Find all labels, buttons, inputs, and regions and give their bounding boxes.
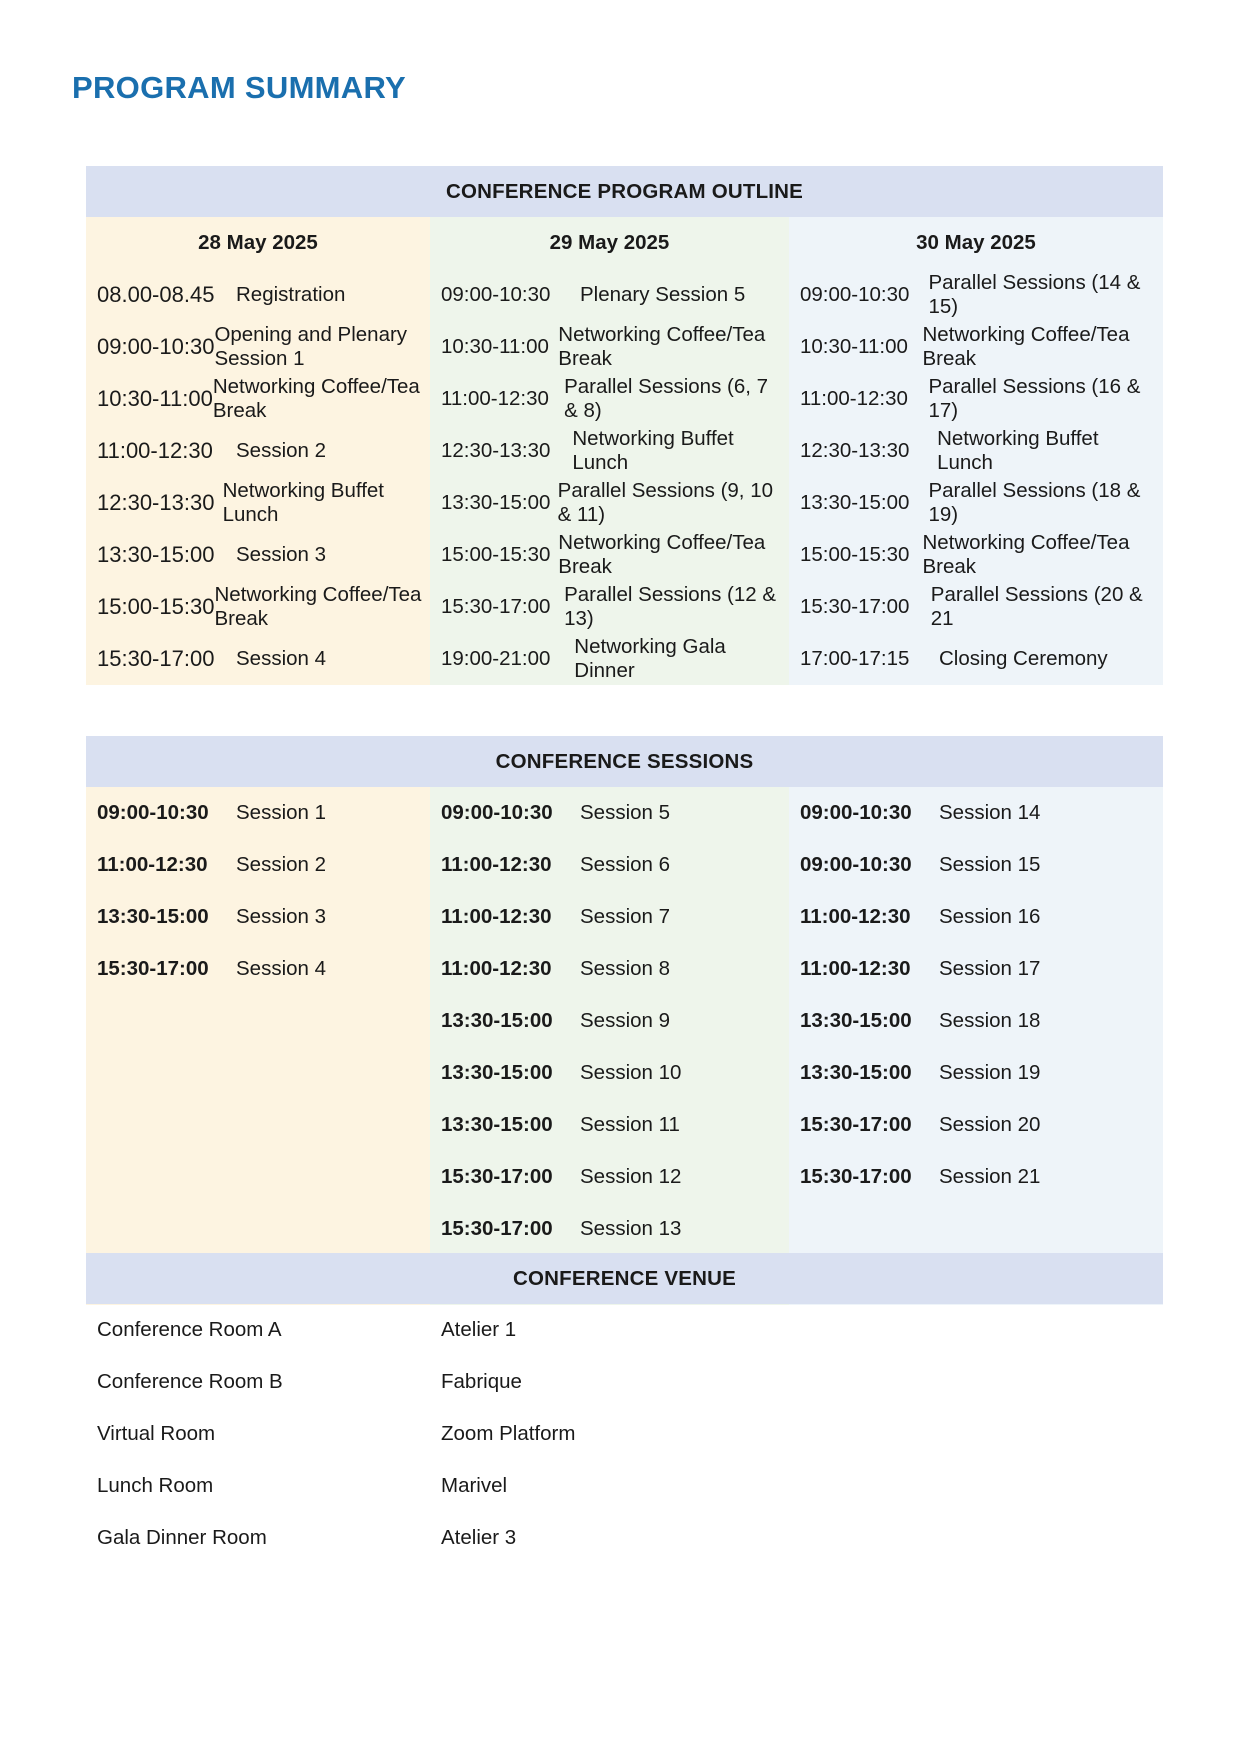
outline-row <box>430 477 789 529</box>
session-row <box>430 787 789 839</box>
row-activity: Networking Coffee/Tea Break <box>558 323 766 370</box>
outline-row <box>430 373 789 425</box>
row-time: 12:30-13:30 <box>97 490 215 515</box>
session-time: 09:00-10:30 <box>800 853 912 876</box>
outline-row <box>430 529 789 581</box>
session-row <box>86 891 430 943</box>
session-name: Session 21 <box>939 1165 1041 1188</box>
session-time: 15:30-17:00 <box>97 957 209 980</box>
session-time: 11:00-12:30 <box>800 905 911 928</box>
row-activity: Session 3 <box>236 543 327 566</box>
session-row <box>430 1047 789 1099</box>
row-time: 19:00-21:00 <box>441 647 551 670</box>
session-time: 13:30-15:00 <box>441 1009 553 1032</box>
session-row <box>86 787 430 839</box>
session-time: 11:00-12:30 <box>441 957 552 980</box>
outline-row <box>430 425 789 477</box>
row-activity: Parallel Sessions (9, 10 & 11) <box>557 479 774 526</box>
sessions-day-1 <box>86 787 430 1305</box>
venue-room: Gala Dinner Room <box>97 1526 267 1549</box>
row-activity: Networking Coffee/Tea Break <box>922 531 1130 578</box>
row-time: 15:00-15:30 <box>441 543 551 566</box>
venue-location: Atelier 3 <box>441 1526 517 1549</box>
row-activity: Parallel Sessions (18 & 19) <box>928 479 1141 526</box>
row-activity: Registration <box>236 283 346 306</box>
session-name: Session 13 <box>580 1217 682 1240</box>
outline-row <box>789 581 1163 633</box>
row-activity: Networking Buffet Lunch <box>222 479 384 526</box>
outline-row <box>430 633 789 685</box>
venue-room: Virtual Room <box>97 1422 216 1445</box>
row-activity: Session 2 <box>236 439 327 462</box>
venue-header: CONFERENCE VENUE <box>86 1253 1163 1304</box>
session-row <box>789 1047 1163 1099</box>
session-time: 11:00-12:30 <box>441 905 552 928</box>
venue-row <box>86 1356 1163 1408</box>
row-activity: Parallel Sessions (16 & 17) <box>928 375 1141 422</box>
session-row <box>789 787 1163 839</box>
session-row <box>789 839 1163 891</box>
outline-row <box>789 269 1163 321</box>
row-time: 09:00-10:30 <box>800 283 910 306</box>
session-name: Session 19 <box>939 1061 1041 1084</box>
session-time: 13:30-15:00 <box>441 1061 553 1084</box>
outline-row <box>86 529 430 581</box>
session-row <box>430 891 789 943</box>
outline-header: CONFERENCE PROGRAM OUTLINE <box>86 166 1163 217</box>
session-time: 11:00-12:30 <box>800 957 911 980</box>
session-name: Session 7 <box>580 905 671 928</box>
row-time: 15:00-15:30 <box>800 543 910 566</box>
row-activity: Networking Coffee/Tea Break <box>212 375 420 422</box>
day-date: 29 May 2025 <box>549 231 670 254</box>
row-activity: Networking Gala Dinner <box>574 635 726 682</box>
outline-row <box>789 529 1163 581</box>
session-time: 09:00-10:30 <box>441 801 553 824</box>
row-time: 11:00-12:30 <box>800 387 908 410</box>
outline-row <box>430 269 789 321</box>
row-time: 10:30-11:00 <box>97 386 213 411</box>
session-name: Session 10 <box>580 1061 682 1084</box>
outline-row <box>86 477 430 529</box>
row-activity: Parallel Sessions (12 & 13) <box>564 583 777 630</box>
session-time: 13:30-15:00 <box>97 905 209 928</box>
session-row <box>86 839 430 891</box>
outline-row <box>86 373 430 425</box>
row-activity: Parallel Sessions (6, 7 & 8) <box>564 375 769 422</box>
session-name: Session 1 <box>236 801 327 824</box>
row-time: 17:00-17:15 <box>800 647 910 670</box>
session-time: 15:30-17:00 <box>441 1217 553 1240</box>
session-name: Session 11 <box>580 1113 680 1136</box>
sessions-day-3 <box>789 787 1163 1305</box>
session-name: Session 16 <box>939 905 1041 928</box>
session-name: Session 4 <box>236 957 327 980</box>
outline-row <box>430 581 789 633</box>
outline-row <box>789 633 1163 685</box>
session-row <box>86 943 430 995</box>
conference-venue-table <box>86 1253 1163 1564</box>
outline-row <box>789 321 1163 373</box>
venue-room: Conference Room A <box>97 1318 282 1341</box>
row-time: 11:00-12:30 <box>441 387 549 410</box>
session-row <box>789 1151 1163 1203</box>
row-time: 13:30-15:00 <box>97 542 215 567</box>
row-time: 15:00-15:30 <box>97 594 215 619</box>
venue-row <box>86 1460 1163 1512</box>
row-activity: Opening and Plenary Session 1 <box>214 323 408 370</box>
session-name: Session 2 <box>236 853 327 876</box>
session-time: 13:30-15:00 <box>441 1113 553 1136</box>
session-time: 15:30-17:00 <box>441 1165 553 1188</box>
page-title: PROGRAM SUMMARY <box>72 70 407 105</box>
row-time: 15:30-17:00 <box>97 646 215 671</box>
session-name: Session 17 <box>939 957 1041 980</box>
sessions-header: CONFERENCE SESSIONS <box>86 736 1163 787</box>
program-outline-table <box>86 166 1163 685</box>
row-activity: Networking Buffet Lunch <box>937 427 1099 474</box>
session-time: 13:30-15:00 <box>800 1061 912 1084</box>
session-name: Session 20 <box>939 1113 1041 1136</box>
venue-row <box>86 1304 1163 1356</box>
conference-sessions-table <box>86 736 1163 1305</box>
session-row <box>430 1099 789 1151</box>
session-name: Session 6 <box>580 853 671 876</box>
row-activity: Closing Ceremony <box>939 647 1108 670</box>
venue-location: Zoom Platform <box>441 1422 576 1445</box>
session-name: Session 8 <box>580 957 671 980</box>
session-row <box>430 1203 789 1255</box>
session-time: 15:30-17:00 <box>800 1113 912 1136</box>
venue-location: Fabrique <box>441 1370 522 1393</box>
row-activity: Networking Buffet Lunch <box>572 427 734 474</box>
outline-day-1 <box>86 217 430 685</box>
outline-row <box>430 321 789 373</box>
session-time: 15:30-17:00 <box>800 1165 912 1188</box>
outline-row <box>789 425 1163 477</box>
outline-day-3 <box>789 217 1163 685</box>
session-row <box>789 1099 1163 1151</box>
session-row <box>789 995 1163 1047</box>
session-name: Session 3 <box>236 905 327 928</box>
outline-row <box>86 425 430 477</box>
session-name: Session 18 <box>939 1009 1041 1032</box>
row-time: 12:30-13:30 <box>800 439 910 462</box>
session-name: Session 5 <box>580 801 671 824</box>
outline-row <box>86 633 430 685</box>
row-time: 09:00-10:30 <box>441 283 551 306</box>
venue-row <box>86 1512 1163 1564</box>
session-time: 09:00-10:30 <box>97 801 209 824</box>
day-date: 30 May 2025 <box>916 231 1036 254</box>
outline-row <box>789 373 1163 425</box>
session-name: Session 9 <box>580 1009 671 1032</box>
row-time: 10:30-11:00 <box>800 335 908 358</box>
session-row <box>789 891 1163 943</box>
venue-location: Marivel <box>441 1474 508 1497</box>
row-time: 09:00-10:30 <box>97 334 215 359</box>
row-activity: Networking Coffee/Tea Break <box>922 323 1130 370</box>
row-activity: Networking Coffee/Tea Break <box>214 583 422 630</box>
outline-row <box>86 581 430 633</box>
session-row <box>789 943 1163 995</box>
row-time: 15:30-17:00 <box>441 595 551 618</box>
session-row <box>430 839 789 891</box>
outline-row <box>86 321 430 373</box>
row-time: 13:30-15:00 <box>800 491 910 514</box>
session-time: 11:00-12:30 <box>441 853 552 876</box>
row-time: 13:30-15:00 <box>441 491 551 514</box>
outline-row <box>86 269 430 321</box>
venue-location: Atelier 1 <box>441 1318 517 1341</box>
session-name: Session 14 <box>939 801 1041 824</box>
row-activity: Networking Coffee/Tea Break <box>558 531 766 578</box>
session-time: 09:00-10:30 <box>800 801 912 824</box>
venue-room: Lunch Room <box>97 1474 214 1497</box>
day-date: 28 May 2025 <box>198 231 318 254</box>
venue-row <box>86 1408 1163 1460</box>
outline-row <box>789 477 1163 529</box>
row-time: 11:00-12:30 <box>97 438 213 463</box>
session-row <box>430 943 789 995</box>
outline-day-2 <box>430 217 789 685</box>
sessions-day-2 <box>430 787 789 1305</box>
session-row <box>430 995 789 1047</box>
row-time: 10:30-11:00 <box>441 335 549 358</box>
session-name: Session 12 <box>580 1165 682 1188</box>
row-activity: Plenary Session 5 <box>580 283 746 306</box>
session-name: Session 15 <box>939 853 1041 876</box>
row-time: 08.00-08.45 <box>97 282 215 307</box>
session-time: 11:00-12:30 <box>97 853 208 876</box>
session-row <box>430 1151 789 1203</box>
row-time: 15:30-17:00 <box>800 595 910 618</box>
row-activity: Parallel Sessions (14 & 15) <box>928 271 1141 318</box>
venue-room: Conference Room B <box>97 1370 283 1393</box>
row-activity: Session 4 <box>236 647 327 670</box>
row-activity: Parallel Sessions (20 & 21 <box>930 583 1143 630</box>
session-time: 13:30-15:00 <box>800 1009 912 1032</box>
row-time: 12:30-13:30 <box>441 439 551 462</box>
